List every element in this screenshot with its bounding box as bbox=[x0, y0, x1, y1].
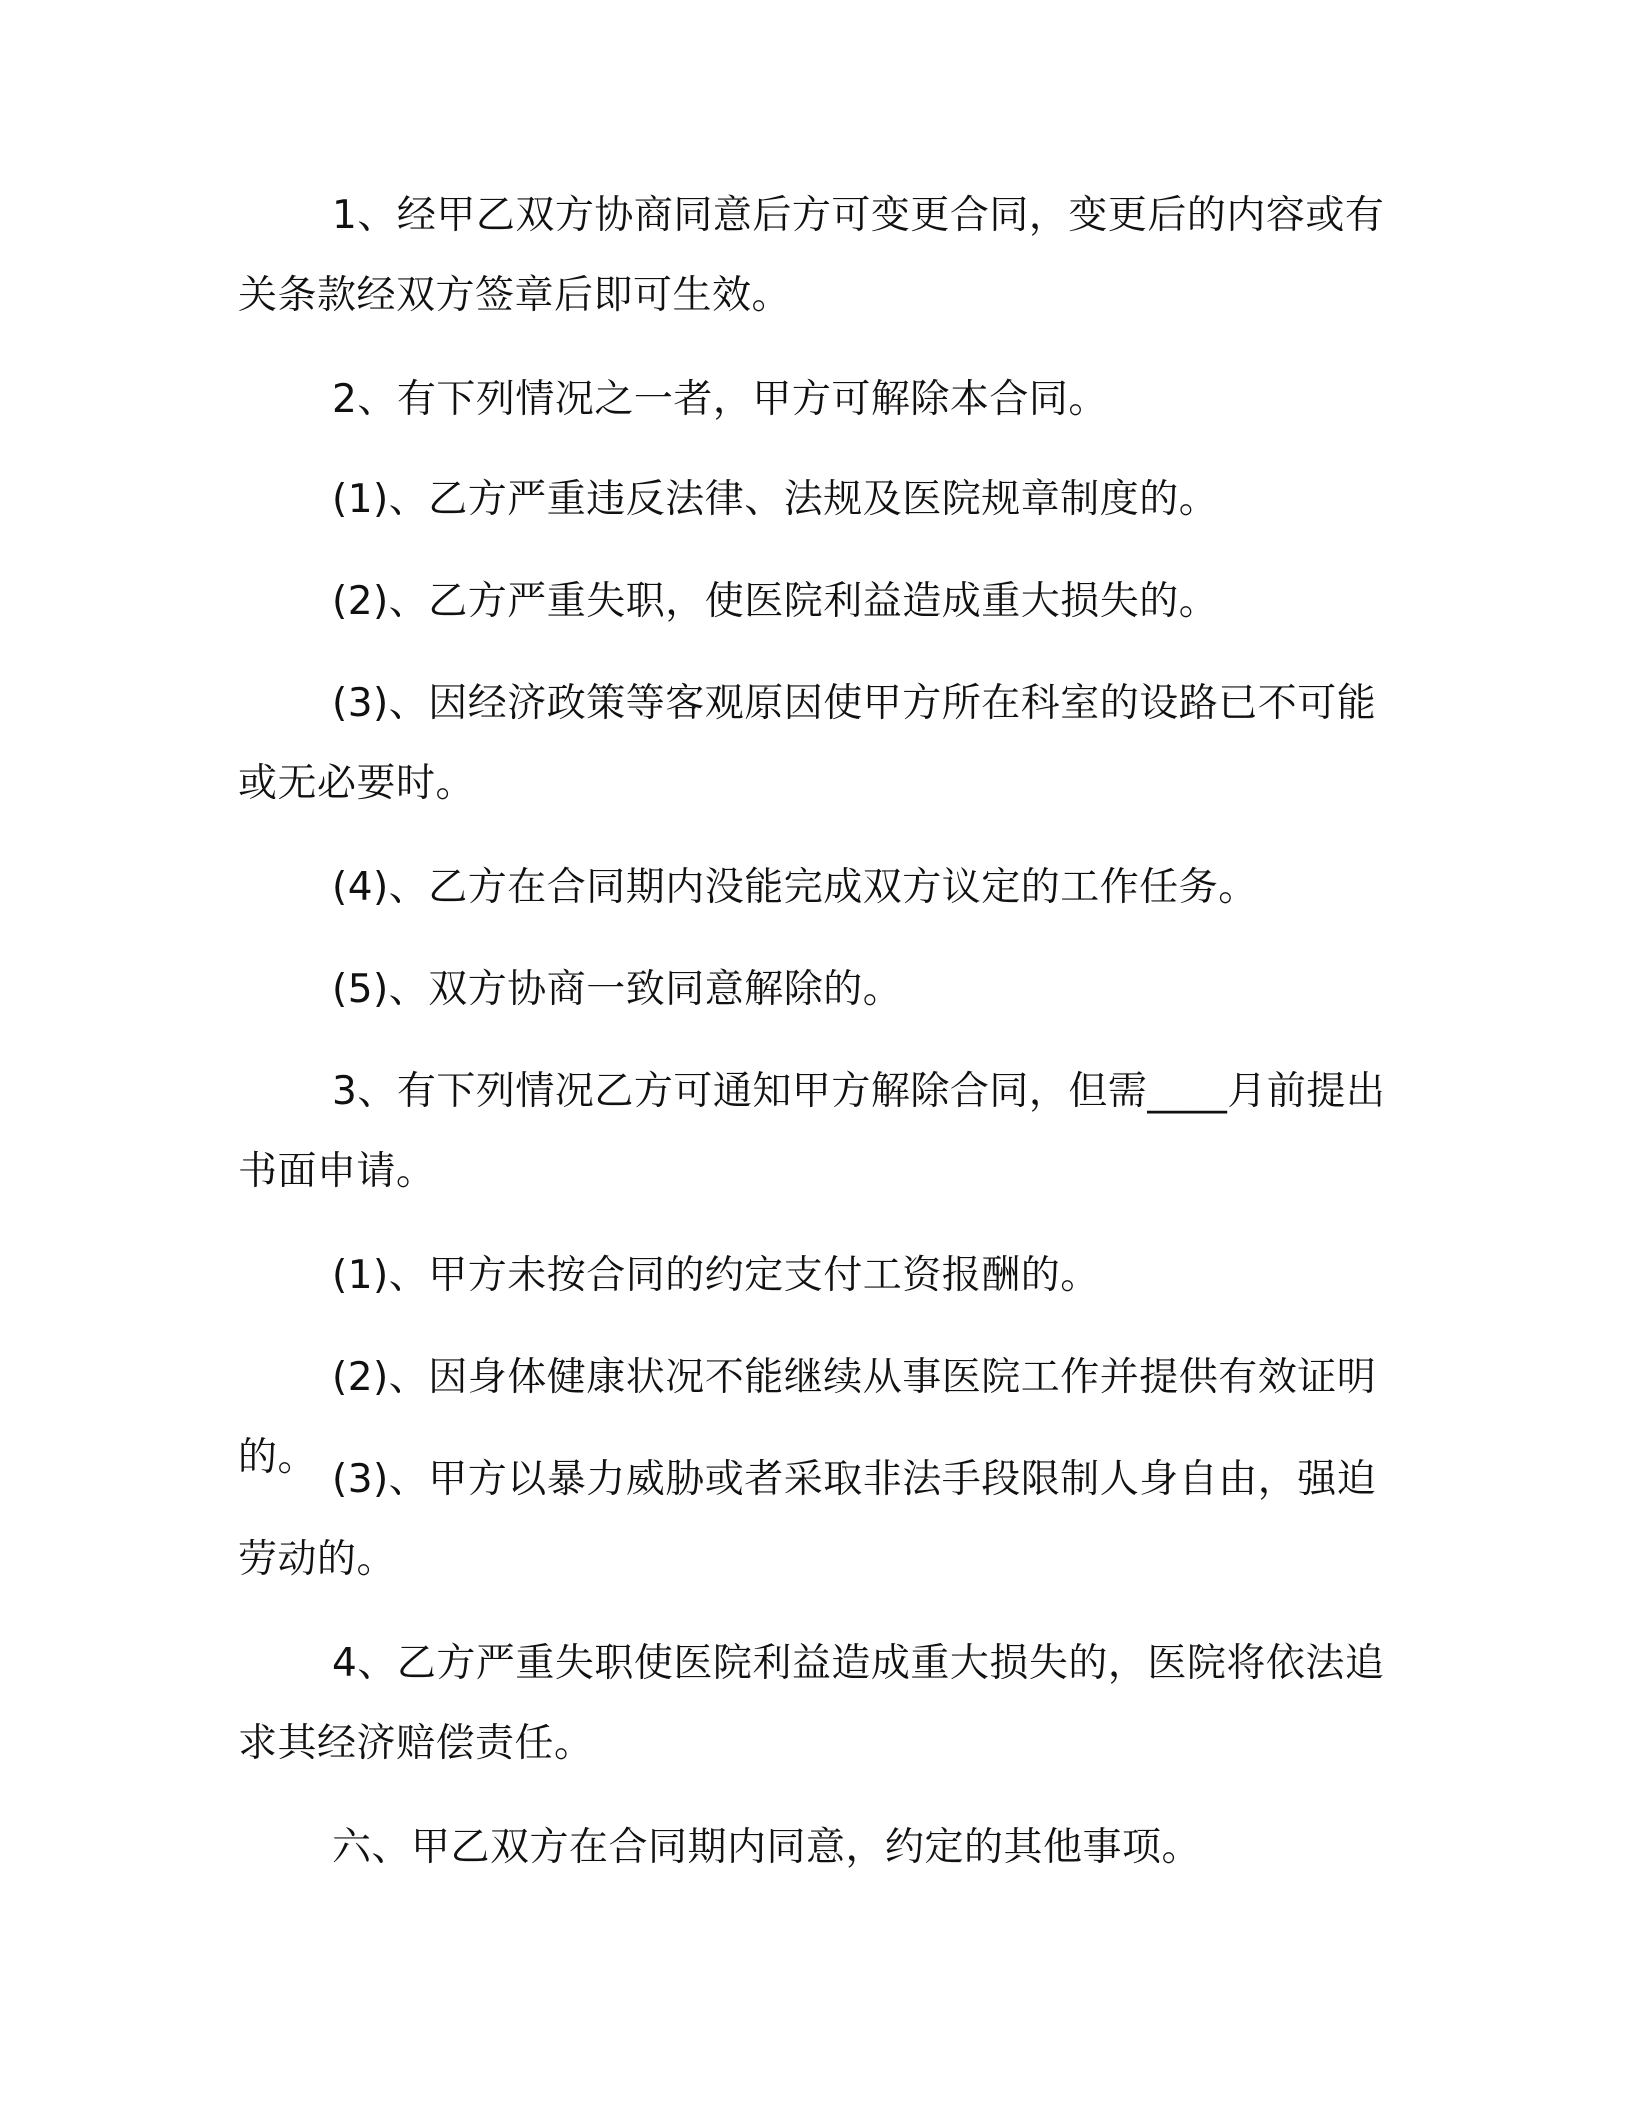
paragraph-text: 六、甲乙双方在合同期内同意，约定的其他事项。 bbox=[332, 1825, 1202, 1870]
paragraph-8 bbox=[238, 1052, 1388, 1212]
paragraph-2 bbox=[238, 360, 1388, 440]
paragraph-4 bbox=[238, 562, 1388, 642]
paragraph-5 bbox=[238, 664, 1388, 824]
paragraph-text: 4、乙方严重失职使医院利益造成重大损失的，医院将依法追求其经济赔偿责任。 bbox=[238, 1641, 1385, 1766]
paragraph-13 bbox=[238, 1808, 1388, 1888]
paragraph-text: (2)、因身体健康状况不能继续从事医院工作并提供有效证明的。 bbox=[238, 1355, 1377, 1480]
paragraph-12 bbox=[238, 1624, 1388, 1784]
paragraph-text: (1)、甲方未按合同的约定支付工资报酬的。 bbox=[332, 1253, 1100, 1298]
paragraph-3 bbox=[238, 460, 1388, 540]
paragraph-text: 3、有下列情况乙方可通知甲方解除合同，但需____月前提出书面申请。 bbox=[238, 1069, 1386, 1194]
paragraph-text: (2)、乙方严重失职，使医院利益造成重大损失的。 bbox=[332, 579, 1219, 624]
paragraph-6 bbox=[238, 848, 1388, 928]
paragraph-text: (3)、因经济政策等客观原因使甲方所在科室的设路已不可能或无必要时。 bbox=[238, 681, 1377, 806]
paragraph-text: (3)、甲方以暴力威胁或者采取非法手段限制人身自由，强迫劳动的。 bbox=[238, 1457, 1377, 1582]
paragraph-text: 2、有下列情况之一者，甲方可解除本合同。 bbox=[332, 377, 1108, 422]
paragraph-9 bbox=[238, 1236, 1388, 1316]
paragraph-text: 1、经甲乙双方协商同意后方可变更合同，变更后的内容或有关条款经双方签章后即可生效。 bbox=[238, 193, 1385, 318]
paragraph-1 bbox=[238, 176, 1388, 336]
paragraph-11 bbox=[238, 1440, 1388, 1600]
paragraph-7 bbox=[238, 950, 1388, 1030]
paragraph-text: (1)、乙方严重违反法律、法规及医院规章制度的。 bbox=[332, 477, 1219, 522]
paragraph-text: (5)、双方协商一致同意解除的。 bbox=[332, 967, 903, 1012]
paragraph-text: (4)、乙方在合同期内没能完成双方议定的工作任务。 bbox=[332, 865, 1258, 910]
